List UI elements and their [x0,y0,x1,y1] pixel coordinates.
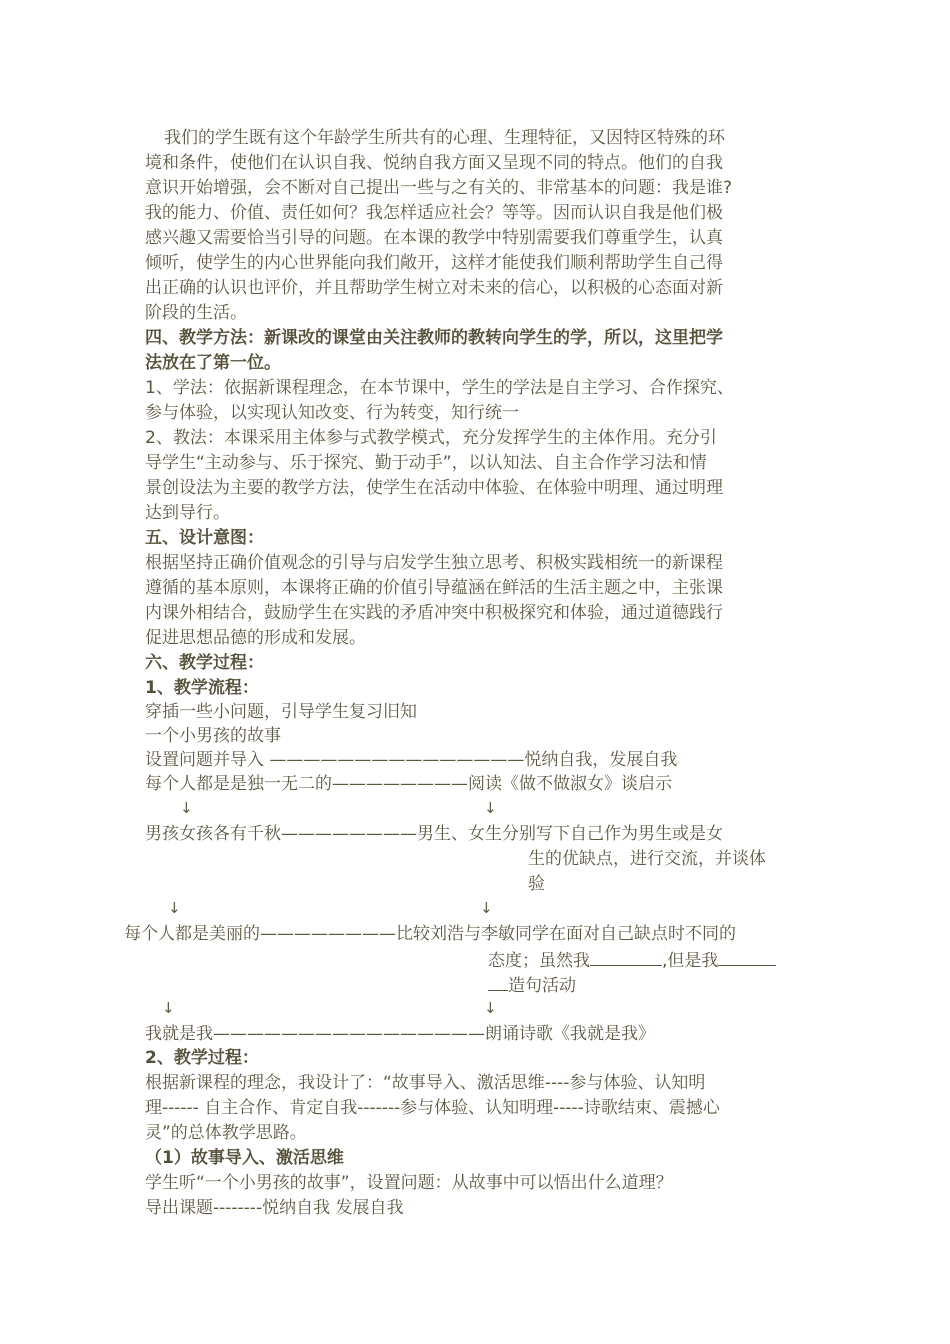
flow-row: 我就是我————————————————朗诵诗歌《我就是我》 [145,1024,655,1044]
flow-row: 设置问题并导入 ———————————————悦纳自我，发展自我 [145,750,678,770]
flow-arrow: ↓ [180,799,193,817]
flow-arrow: ↓ [484,999,497,1017]
paragraph-line: 灵”的总体教学思路。 [145,1123,307,1143]
flow-row-cont: 验 [528,874,545,894]
flow-intro: 穿插一些小问题，引导学生复习旧知 [145,702,417,722]
section-six-heading: 六、教学过程： [145,653,264,673]
paragraph-line: 促进思想品德的形成和发展。 [145,628,366,648]
flow-arrow: ↓ [484,799,497,817]
flow-arrow: ↓ [168,899,181,917]
flow-text: 造句活动 [508,976,576,996]
paragraph-line: 意识开始增强，会不断对自己提出一些与之有关的、非常基本的问题：我是谁? [145,178,733,198]
paragraph-line: 学生听“一个小男孩的故事”，设置问题：从故事中可以悟出什么道理？ [145,1173,673,1193]
flow-text: 态度；虽然我 [488,951,590,971]
flow-text: ,但是我 [662,951,719,971]
flow-intro: 一个小男孩的故事 [145,726,281,746]
paragraph-line: 根据新课程的理念，我设计了：“故事导入、激活思维----参与体验、认知明 [145,1073,706,1093]
fill-blank [590,947,662,966]
section-four-heading-cont: 法放在了第一位。 [145,353,281,373]
flow-row: 每个人都是是独一无二的————————阅读《做不做淑女》谈启示 [145,774,672,794]
paragraph-line: 根据坚持正确价值观念的引导与启发学生独立思考、积极实践相统一的新课程 [145,553,723,573]
paragraph-line: 我们的学生既有这个年龄学生所共有的心理、生理特征，又因特区特殊的环 [164,128,725,148]
paragraph-line: 出正确的认识也评价，并且帮助学生树立对未来的信心，以积极的心态面对新 [145,278,723,298]
paragraph-line: 境和条件，使他们在认识自我、悦纳自我方面又呈现不同的特点。他们的自我 [145,153,723,173]
step-one-heading: （1）故事导入、激活思维 [145,1148,344,1168]
paragraph-line: 感兴趣又需要恰当引导的问题。在本课的教学中特别需要我们尊重学生，认真 [145,228,723,248]
section-four-heading: 四、教学方法：新课改的课堂由关注教师的教转向学生的学，所以，这里把学 [145,328,723,348]
process-heading: 2、教学过程： [145,1048,259,1068]
flow-arrow: ↓ [480,899,493,917]
paragraph-line: 内课外相结合，鼓励学生在实践的矛盾冲突中积极探究和体验，通过道德践行 [145,603,723,623]
section-five-heading: 五、设计意图： [145,528,264,548]
paragraph-line: 阶段的生活。 [145,303,247,323]
study-method-line: 1、学法：依据新课程理念，在本节课中，学生的学法是自主学习、合作探究、 [145,378,734,398]
flow-row-cont [488,972,576,998]
paragraph-line: 导出课题--------悦纳自我 发展自我 [145,1198,404,1218]
fill-blank [718,947,776,966]
teach-method-line: 导学生“主动参与、乐于探究、勤于动手”，以认知法、自主合作学习法和情 [145,453,707,473]
study-method-line: 参与体验，以实现认知改变、行为转变，知行统一 [145,403,519,423]
flow-heading: 1、教学流程： [145,678,259,698]
paragraph-line: 理------ 自主合作、肯定自我-------参与体验、认知明理-----诗歌结束、震撼心 [145,1098,720,1118]
flow-arrow: ↓ [162,999,175,1017]
teach-method-line: 景创设法为主要的教学方法，使学生在活动中体验、在体验中明理、通过明理 [145,478,723,498]
teach-method-line: 2、教法：本课采用主体参与式教学模式，充分发挥学生的主体作用。充分引 [145,428,717,448]
paragraph-line: 倾听，使学生的内心世界能向我们敞开，这样才能使我们顺利帮助学生自己得 [145,253,723,273]
flow-row: 每个人都是美丽的————————比较刘浩与李敏同学在面对自己缺点时不同的 [124,924,736,944]
flow-row-cont [488,947,776,973]
flow-row-cont: 生的优缺点，进行交流，并谈体 [528,849,766,869]
paragraph-line: 遵循的基本原则，本课将正确的价值引导蕴涵在鲜活的生活主题之中，主张课 [145,578,723,598]
paragraph-line: 我的能力、价值、责任如何？我怎样适应社会？等等。因而认识自我是他们极 [145,203,723,223]
flow-row: 男孩女孩各有千秋————————男生、女生分别写下自己作为男生或是女 [145,824,723,844]
fill-blank [488,972,508,991]
teach-method-line: 达到导行。 [145,503,230,523]
